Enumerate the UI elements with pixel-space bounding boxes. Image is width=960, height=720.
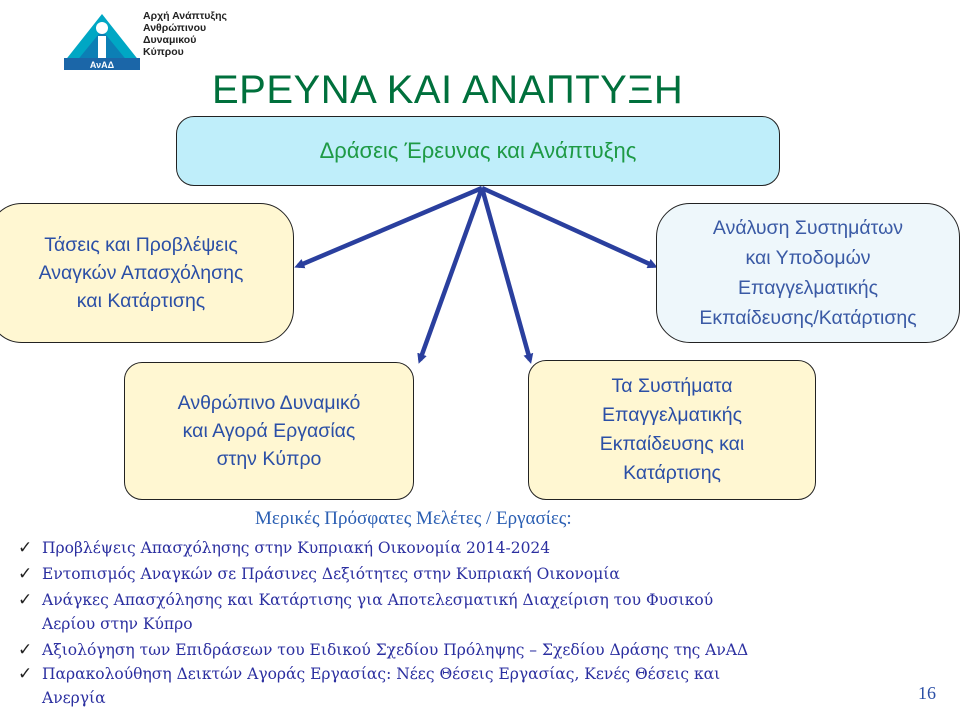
slide-title: ΕΡΕΥΝΑ ΚΑΙ ΑΝΑΠΤΥΞΗ bbox=[212, 68, 684, 112]
research-actions-label: Δράσεις Έρευνας και Ανάπτυξης bbox=[319, 138, 637, 163]
arrow-to-vet-systems bbox=[482, 188, 530, 360]
trends-box bbox=[0, 203, 294, 343]
vet-systems-line: Κατάρτισης bbox=[623, 462, 721, 484]
checkmark-icon: ✓ bbox=[18, 640, 33, 660]
vet-systems-line: Τα Συστήματα bbox=[611, 375, 733, 397]
list-item bbox=[18, 536, 948, 560]
checkmark-icon: ✓ bbox=[18, 564, 33, 584]
human-resources-line: στην Κύπρο bbox=[216, 448, 322, 470]
systems-analysis-line: Εκπαίδευσης/Κατάρτισης bbox=[699, 307, 917, 329]
human-resources-line: Ανθρώπινο Δυναμικό bbox=[177, 392, 361, 414]
trends-line: Αναγκών Απασχόλησης bbox=[38, 262, 244, 284]
systems-analysis-box bbox=[656, 203, 960, 343]
list-item-text: Ανάγκες Απασχόλησης και Κατάρτισης για Αποτελεσματική Διαχείριση του Φυσικού bbox=[42, 591, 714, 609]
research-actions-box bbox=[176, 116, 780, 186]
arrow-to-human-resources bbox=[420, 188, 482, 360]
list-item-text: Αερίου στην Κύπρο bbox=[42, 615, 193, 633]
systems-analysis-line: Επαγγελματικής bbox=[738, 277, 878, 299]
list-item bbox=[18, 638, 948, 662]
arrow-to-systems-analysis bbox=[482, 188, 654, 266]
logo-line: Ανθρώπινου bbox=[143, 22, 207, 34]
trends-line: και Κατάρτισης bbox=[76, 290, 206, 312]
studies-list bbox=[18, 536, 948, 710]
vet-systems-box bbox=[528, 360, 816, 500]
list-item-text: Προβλέψεις Απασχόλησης στην Κυπριακή Οικονομία 2014-2024 bbox=[42, 539, 551, 557]
list-item-text: Εντοπισμός Αναγκών σε Πράσινες Δεξιότητες στην Κυπριακή Οικονομία bbox=[42, 565, 620, 583]
logo-line: Αρχή Ανάπτυξης bbox=[143, 10, 227, 22]
systems-analysis-line: και Υποδομών bbox=[745, 247, 871, 269]
checkmark-icon: ✓ bbox=[18, 590, 33, 610]
logo-line: Κύπρου bbox=[143, 46, 184, 58]
studies-heading: Μερικές Πρόσφατες Μελέτες / Εργασίες: bbox=[255, 508, 572, 529]
list-item bbox=[18, 562, 948, 586]
arrow-to-trends bbox=[298, 188, 482, 266]
list-item bbox=[18, 662, 948, 710]
logo-abbr: ΑνΑΔ bbox=[89, 60, 115, 70]
page-number: 16 bbox=[918, 683, 936, 703]
trends-line: Τάσεις και Προβλέψεις bbox=[44, 234, 238, 256]
human-resources-line: και Αγορά Εργασίας bbox=[182, 420, 356, 442]
list-item-text: Ανεργία bbox=[42, 689, 106, 707]
vet-systems-line: Εκπαίδευσης και bbox=[599, 433, 745, 455]
human-resources-box bbox=[124, 362, 414, 500]
checkmark-icon: ✓ bbox=[18, 664, 33, 684]
list-item-text: Αξιολόγηση των Επιδράσεων του Ειδικού Σχεδίου Πρόληψης – Σχεδίου Δράσης της ΑνΑΔ bbox=[42, 641, 749, 659]
list-item-text: Παρακολούθηση Δεικτών Αγοράς Εργασίας: Νέες Θέσεις Εργασίας, Κενές Θέσεις και bbox=[42, 665, 721, 683]
vet-systems-line: Επαγγελματικής bbox=[602, 404, 742, 426]
checkmark-icon: ✓ bbox=[18, 538, 33, 558]
logo-line: Δυναμικού bbox=[143, 34, 197, 46]
systems-analysis-line: Ανάλυση Συστημάτων bbox=[712, 217, 904, 239]
list-item bbox=[18, 588, 948, 636]
